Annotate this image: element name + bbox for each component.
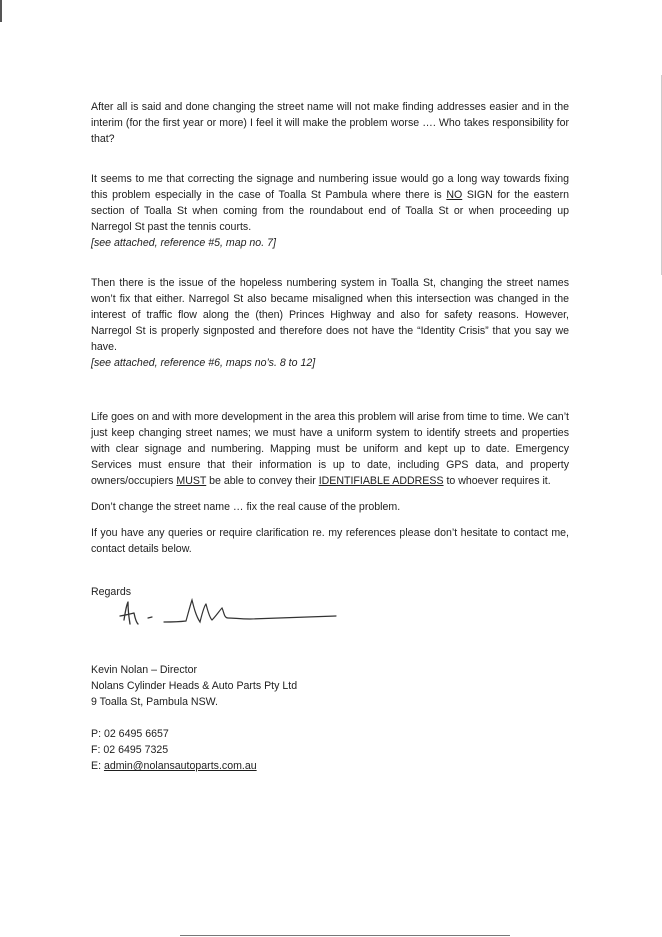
uniform-text-b: be able to convey their bbox=[206, 475, 319, 487]
signature-block bbox=[91, 584, 569, 634]
emphasis-no: NO bbox=[446, 189, 463, 201]
paragraph-numbering: Then there is the issue of the hopeless numbering system in Toalla St, changing the street names won’t fix that either. Narregol St also became misaligned when this intersection was changed in the interest of traffic flow along the (then) Princes Highway and also for safety reasons. However, Narregol St is properly signposted and therefore does not have the “Identity Crisis” that you say we have. bbox=[91, 277, 569, 353]
footer-rule bbox=[180, 935, 510, 936]
reference-5: [see attached, reference #5, map no. 7] bbox=[91, 237, 276, 249]
paragraph-responsibility: After all is said and done changing the street name will not make finding addresses easier and in the interim (for the first year or more) I feel it will make the problem worse …. Who takes responsibility for that? bbox=[91, 101, 569, 145]
signer-company: Nolans Cylinder Heads & Auto Parts Pty Ltd bbox=[91, 680, 298, 692]
letter-body bbox=[91, 99, 569, 774]
paragraph-queries: If you have any queries or require clarification re. my references please don’t hesitate to contact me, contact details below. bbox=[91, 527, 569, 555]
emphasis-must: MUST bbox=[176, 475, 207, 487]
signage-text-b: SIGN for the eastern section of Toalla St when coming from the roundabout end of Toalla St or when proceeding up Narregol St past the tennis courts. bbox=[91, 189, 569, 233]
paragraph-signage bbox=[91, 171, 569, 235]
email-link[interactable]: admin@nolansautoparts.com.au bbox=[103, 760, 257, 772]
contact-email-line bbox=[91, 758, 569, 774]
reference-6: [see attached, reference #6, maps no’s. 8 to 12] bbox=[91, 357, 316, 369]
uniform-text-a: Life goes on and with more development in the area this problem will arise from time to time. We can’t just keep changing street names; we must have a uniform system to identify streets and properties with clear signage and numbering. Mapping must be uniform and kept up to date. Emergency Services must ensure that their information is up to date, including GPS data, and property owners/occupiers bbox=[91, 411, 569, 487]
contact-details bbox=[91, 726, 569, 774]
signer-address: 9 Toalla St, Pambula NSW. bbox=[91, 696, 218, 708]
handwritten-signature bbox=[116, 596, 346, 630]
paragraph-uniform-system bbox=[91, 409, 569, 489]
contact-fax: F: 02 6495 7325 bbox=[91, 744, 169, 756]
emphasis-identifiable-address: IDENTIFIABLE ADDRESS bbox=[318, 475, 444, 487]
signer-details bbox=[91, 662, 569, 710]
scan-edge-mark bbox=[0, 0, 2, 22]
contact-phone: P: 02 6495 6657 bbox=[91, 728, 169, 740]
closing-regards: Regards bbox=[91, 586, 132, 598]
email-prefix: E: bbox=[91, 760, 104, 772]
uniform-text-c: to whoever requires it. bbox=[443, 475, 551, 487]
signage-text-a: It seems to me that correcting the signage and numbering issue would go a long way towards fixing this problem especially in the case of Toalla St Pambula where there is bbox=[91, 173, 569, 201]
signer-name-title: Kevin Nolan – Director bbox=[91, 664, 197, 676]
paragraph-dont-change: Don’t change the street name … fix the real cause of the problem. bbox=[91, 501, 401, 513]
